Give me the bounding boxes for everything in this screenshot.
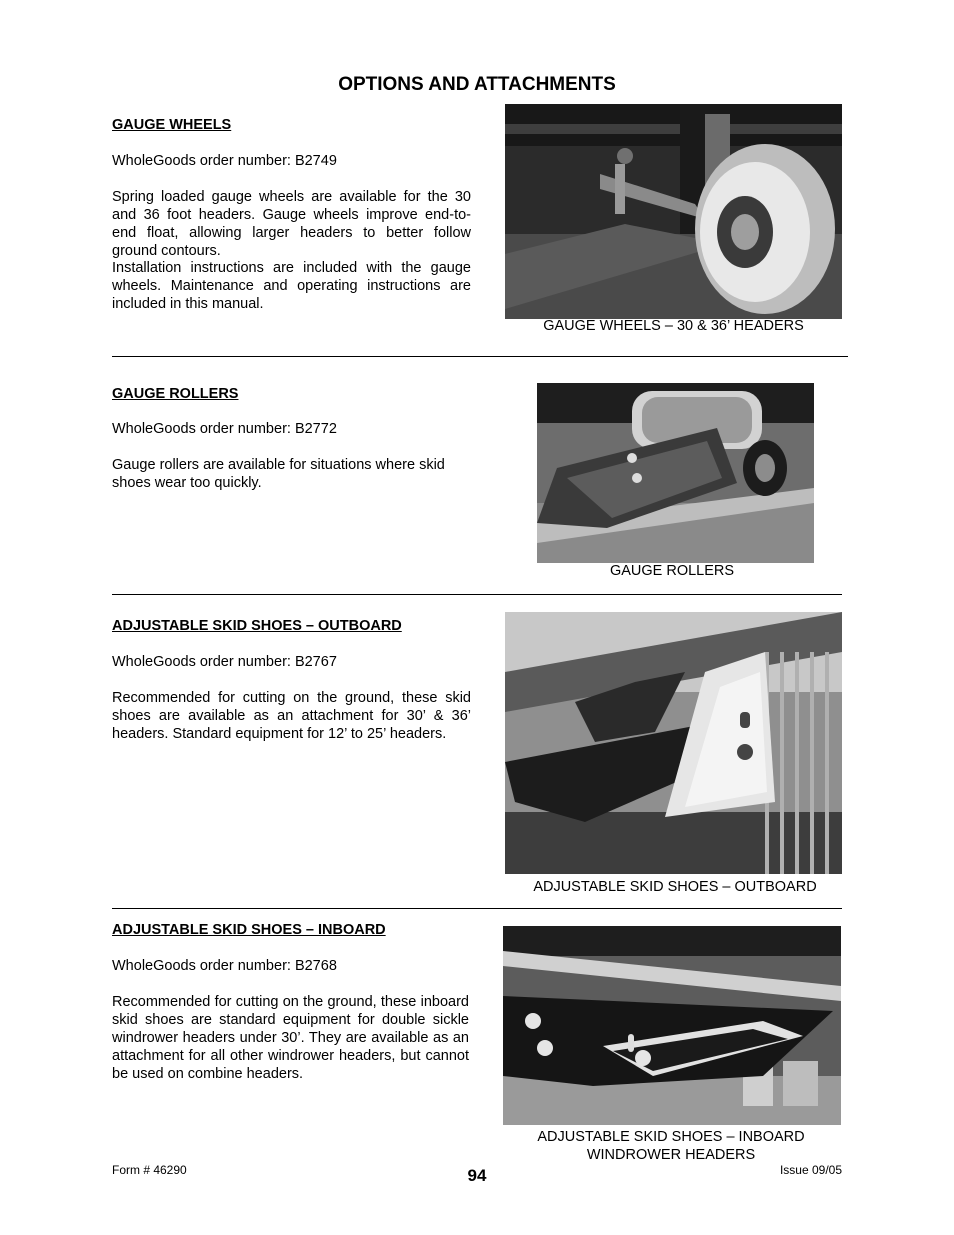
skid-shoe-inboard-photo [503,926,841,1125]
section-divider [112,356,848,357]
order-number: WholeGoods order number: B2767 [112,654,337,670]
form-number: Form # 46290 [112,1163,187,1177]
photo-caption: GAUGE ROLLERS [609,563,735,579]
order-number: WholeGoods order number: B2749 [112,153,337,169]
section-divider [112,594,842,595]
section-heading: ADJUSTABLE SKID SHOES – OUTBOARD [112,618,402,634]
photo-caption [503,1128,839,1164]
order-number: WholeGoods order number: B2772 [112,421,337,437]
description-installation: Installation instructions are included with the gauge wheels. Maintenance and operating instructions are included in this manual. [112,260,471,312]
description: Recommended for cutting on the ground, these skid shoes are available as an attachment for 30’ & 36’ headers. Standard equipment for 12’ to 25’ headers. [112,690,471,742]
page-number: 94 [467,1166,487,1185]
issue-date: Issue 09/05 [779,1163,842,1177]
page-title: OPTIONS AND ATTACHMENTS [338,74,616,95]
skid-shoe-outboard-photo [505,612,842,874]
section-divider [112,908,842,909]
photo-caption: ADJUSTABLE SKID SHOES – OUTBOARD [533,879,817,895]
section-heading: GAUGE ROLLERS [112,386,239,402]
gauge-roller-photo [537,383,814,563]
section-heading: ADJUSTABLE SKID SHOES – INBOARD [112,922,386,938]
description: Spring loaded gauge wheels are available for the 30 and 36 foot headers. Gauge wheels improve end-to-end float, allowing larger headers to better follow ground contours. [112,189,471,259]
photo-caption: GAUGE WHEELS – 30 & 36’ HEADERS [543,318,804,334]
description: Recommended for cutting on the ground, these inboard skid shoes are standard equipment for double sickle windrower headers under 30’. They are available as an attachment for all other windrower headers, but cannot be used on combine headers. [112,994,469,1082]
caption-line-1: ADJUSTABLE SKID SHOES – INBOARD [537,1129,805,1145]
order-number: WholeGoods order number: B2768 [112,958,337,974]
gauge-wheel-photo [505,104,842,319]
caption-line-2: WINDROWER HEADERS [586,1147,756,1163]
section-heading: GAUGE WHEELS [112,117,232,133]
description: Gauge rollers are available for situations where skid shoes wear too quickly. [112,457,445,491]
